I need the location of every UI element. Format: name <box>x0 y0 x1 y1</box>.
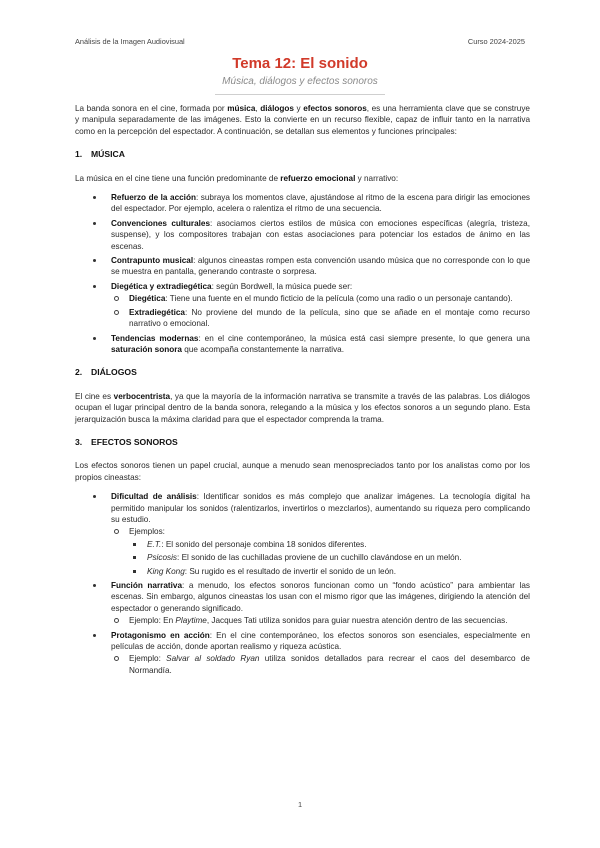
examples-list <box>129 539 530 577</box>
section-efectos-intro: Los efectos sonoros tienen un papel crucial, aunque a menudo sean menospreciados tanto por los analistas como por los propios cineastas: <box>75 461 530 482</box>
section-musica-intro: La música en el cine tiene una función predominante de refuerzo emocional y narrativo: <box>75 173 399 183</box>
list-item: Refuerzo de la acción: subraya los momentos clave, ajustándose al ritmo de la escena para dirigir las emociones del espectador. Por ejemplo, acelera o ralentiza el ritmo de una secuencia. <box>75 192 530 215</box>
header-course-year: Curso 2024-2025 <box>467 37 525 46</box>
ejemplos-sublist <box>111 526 530 577</box>
list-item: Función narrativa: a menudo, los efectos sonoros funcionan como un “fondo acústico” para ambientar las escenas. Sin embargo, algunos cineastas los usan con el mismo rigor que las imágenes, dirigiendo la atención del espectador o generando significado. Ejemplo: En Playtime, Jacques Tati utiliza sonidos para guiar nuestra atención dentro de las secuencias. <box>75 580 530 627</box>
list-item: Tendencias modernas: en el cine contemporáneo, la música está casi siempre presente, lo que genera una saturación sonora que acompaña constantemente la narrativa. <box>75 333 530 356</box>
list-item: Dificultad de análisis: Identificar sonidos es más complejo que analizar imágenes. La tecnología digital ha permitido manipular los sonidos (ralentizarlos, invertirlos o mezclarlos), aumentando su riqueza pero complicando su estudio. Ejemplos: E.T.: El sonido del personaje combina 18 sonidos diferentes. Psicosis: El sonido de las cuchilladas proviene de un cuchillo clavándose en un melón. King Kong: Su rugido es el resultado de invertir el sonido de un león. <box>75 491 530 577</box>
section-heading-musica: 1. MÚSICA <box>75 149 125 160</box>
sub-list-item: Ejemplo: Salvar al soldado Ryan utiliza sonidos detallados para recrear el caos del desembarco de Normandía. <box>111 653 530 676</box>
title-divider <box>215 94 385 95</box>
running-header <box>75 37 525 46</box>
example-item: King Kong: Su rugido es el resultado de invertir el sonido de un león. <box>129 566 530 577</box>
list-item: Contrapunto musical: algunos cineastas rompen esta convención usando música que no corresponde con lo que se muestra en pantalla, generando contraste o sorpresa. <box>75 255 530 278</box>
section-dialogos-paragraph: El cine es verbocentrista, ya que la mayoría de la información narrativa se transmite a través de las palabras. Los diálogos ocupan el lugar principal dentro de la banda sonora, relegando a la música y los efectos sonoros a un segundo plano. Esta jerarquización busca la máxima claridad para que el espectador comprenda la trama. <box>75 391 530 424</box>
section-heading-dialogos: 2. DIÁLOGOS <box>75 367 137 378</box>
list-item: Protagonismo en acción: En el cine contemporáneo, los efectos sonoros son esenciales, especialmente en películas de acción, donde aportan realismo y riqueza acústica. Ejemplo: Salvar al soldado Ryan utiliza sonidos detallados para recrear el caos del desembarco de Normandía. <box>75 630 530 677</box>
document-subtitle: Música, diálogos y efectos sonoros <box>222 76 378 87</box>
page-number: 1 <box>297 800 303 809</box>
sub-list-item: Diegética: Tiene una fuente en el mundo ficticio de la película (como una radio o un personaje cantando). <box>111 293 530 304</box>
ryan-sublist <box>111 653 530 676</box>
playtime-sublist <box>111 615 530 626</box>
example-item: Psicosis: El sonido de las cuchilladas proviene de un cuchillo clavándose en un melón. <box>129 552 530 563</box>
list-item: Diegética y extradiegética: según Bordwell, la música puede ser: Diegética: Tiene una fuente en el mundo ficticio de la película (como una radio o un personaje cantando). Extradiegética: No proviene del mundo de la película, sino que se añade en el montaje como recurso narrativo o emocional. <box>75 281 530 330</box>
header-course-name: Análisis de la Imagen Audiovisual <box>75 37 185 46</box>
example-item: E.T.: El sonido del personaje combina 18 sonidos diferentes. <box>129 539 530 550</box>
efectos-list <box>75 491 530 676</box>
document-title: Tema 12: El sonido <box>232 55 368 72</box>
sub-list-item: Extradiegética: No proviene del mundo de la película, sino que se añade en el montaje como recurso narrativo o emocional. <box>111 307 530 330</box>
section-heading-efectos: 3. EFECTOS SONOROS <box>75 436 178 447</box>
document-body <box>75 103 530 679</box>
sub-list-item: Ejemplo: En Playtime, Jacques Tati utiliza sonidos para guiar nuestra atención dentro de las secuencias. <box>111 615 530 626</box>
musica-list <box>75 192 530 355</box>
sub-list-item: Ejemplos: E.T.: El sonido del personaje combina 18 sonidos diferentes. Psicosis: El sonido de las cuchilladas proviene de un cuchillo clavándose en un melón. King Kong: Su rugido es el resultado de invertir el sonido de un león. <box>111 526 530 577</box>
intro-paragraph: La banda sonora en el cine, formada por música, diálogos y efectos sonoros, es una herramienta clave que se construye y manipula separadamente de las imágenes. Esto la convierte en un recurso flexible, capaz de influir tanto en la narrativa como en la percepción del espectador. A continuación, se detallan sus elementos y funciones principales: <box>75 104 530 136</box>
list-item: Convenciones culturales: asociamos ciertos estilos de música con emociones específicas (alegría, tristeza, suspense), y los compositores trabajan con estas asociaciones para potenciar los estados de ánimo en las escenas. <box>75 218 530 252</box>
diegetica-sublist <box>111 293 530 329</box>
